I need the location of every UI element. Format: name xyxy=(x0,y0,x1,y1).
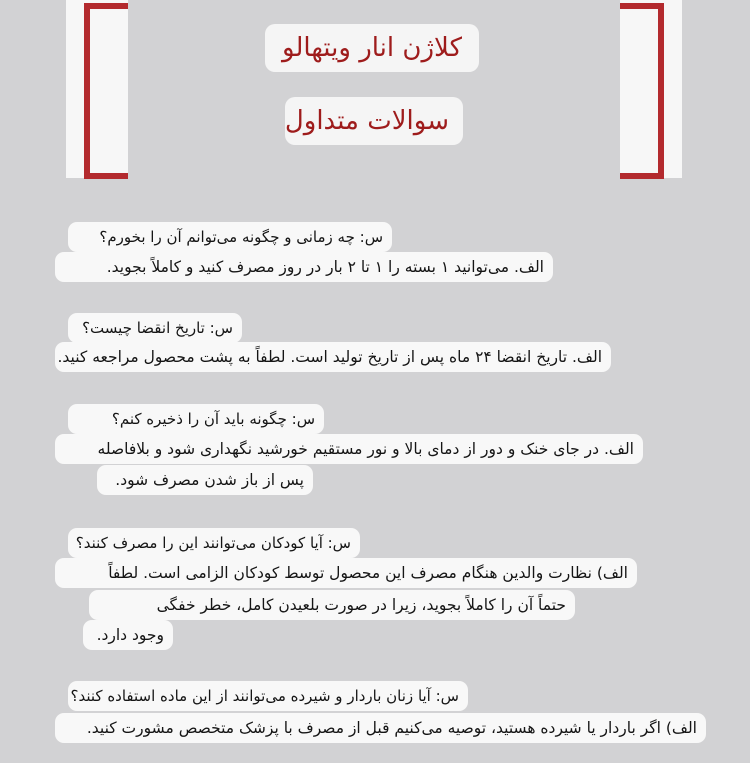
faq-answer-4-line-2: حتماً آن را کاملاً بجوید، زیرا در صورت بلعیدن کامل، خطر خفگی xyxy=(89,590,575,620)
faq-answer-1-line-1: الف. می‌توانید ۱ بسته را ۱ تا ۲ بار در روز مصرف کنید و کاملاً بجوید. xyxy=(55,252,553,282)
product-title: کلاژن انار ویتهالو xyxy=(265,24,479,72)
faq-answer-2-line-1: الف. تاریخ انقضا ۲۴ ماه پس از تاریخ تولید است. لطفاً به پشت محصول مراجعه کنید. xyxy=(55,342,611,372)
faq-question-5: س: آیا زنان باردار و شیرده می‌توانند از این ماده استفاده کنند؟ xyxy=(68,681,468,711)
faq-answer-5-line-1: الف) اگر باردار یا شیرده هستید، توصیه می‌کنیم قبل از مصرف با پزشک متخصص مشورت کنید. xyxy=(55,713,706,743)
faq-answer-3-line-2: پس از باز شدن مصرف شود. xyxy=(97,465,313,495)
right-red-bracket xyxy=(620,3,664,179)
faq-question-2: س: تاریخ انقضا چیست؟ xyxy=(68,313,242,343)
left-red-bracket xyxy=(84,3,128,179)
faq-question-1: س: چه زمانی و چگونه می‌توانم آن را بخورم؟ xyxy=(68,222,392,252)
faq-answer-4-line-1: الف) نظارت والدین هنگام مصرف این محصول توسط کودکان الزامی است. لطفاً xyxy=(55,558,637,588)
faq-question-4: س: آیا کودکان می‌توانند این را مصرف کنند؟ xyxy=(68,528,360,558)
faq-answer-4-line-3: وجود دارد. xyxy=(83,620,173,650)
faq-question-3: س: چگونه باید آن را ذخیره کنم؟ xyxy=(68,404,324,434)
faq-answer-3-line-1: الف. در جای خنک و دور از دمای بالا و نور مستقیم خورشید نگهداری شود و بلافاصله xyxy=(55,434,643,464)
section-title: سوالات متداول xyxy=(285,97,463,145)
